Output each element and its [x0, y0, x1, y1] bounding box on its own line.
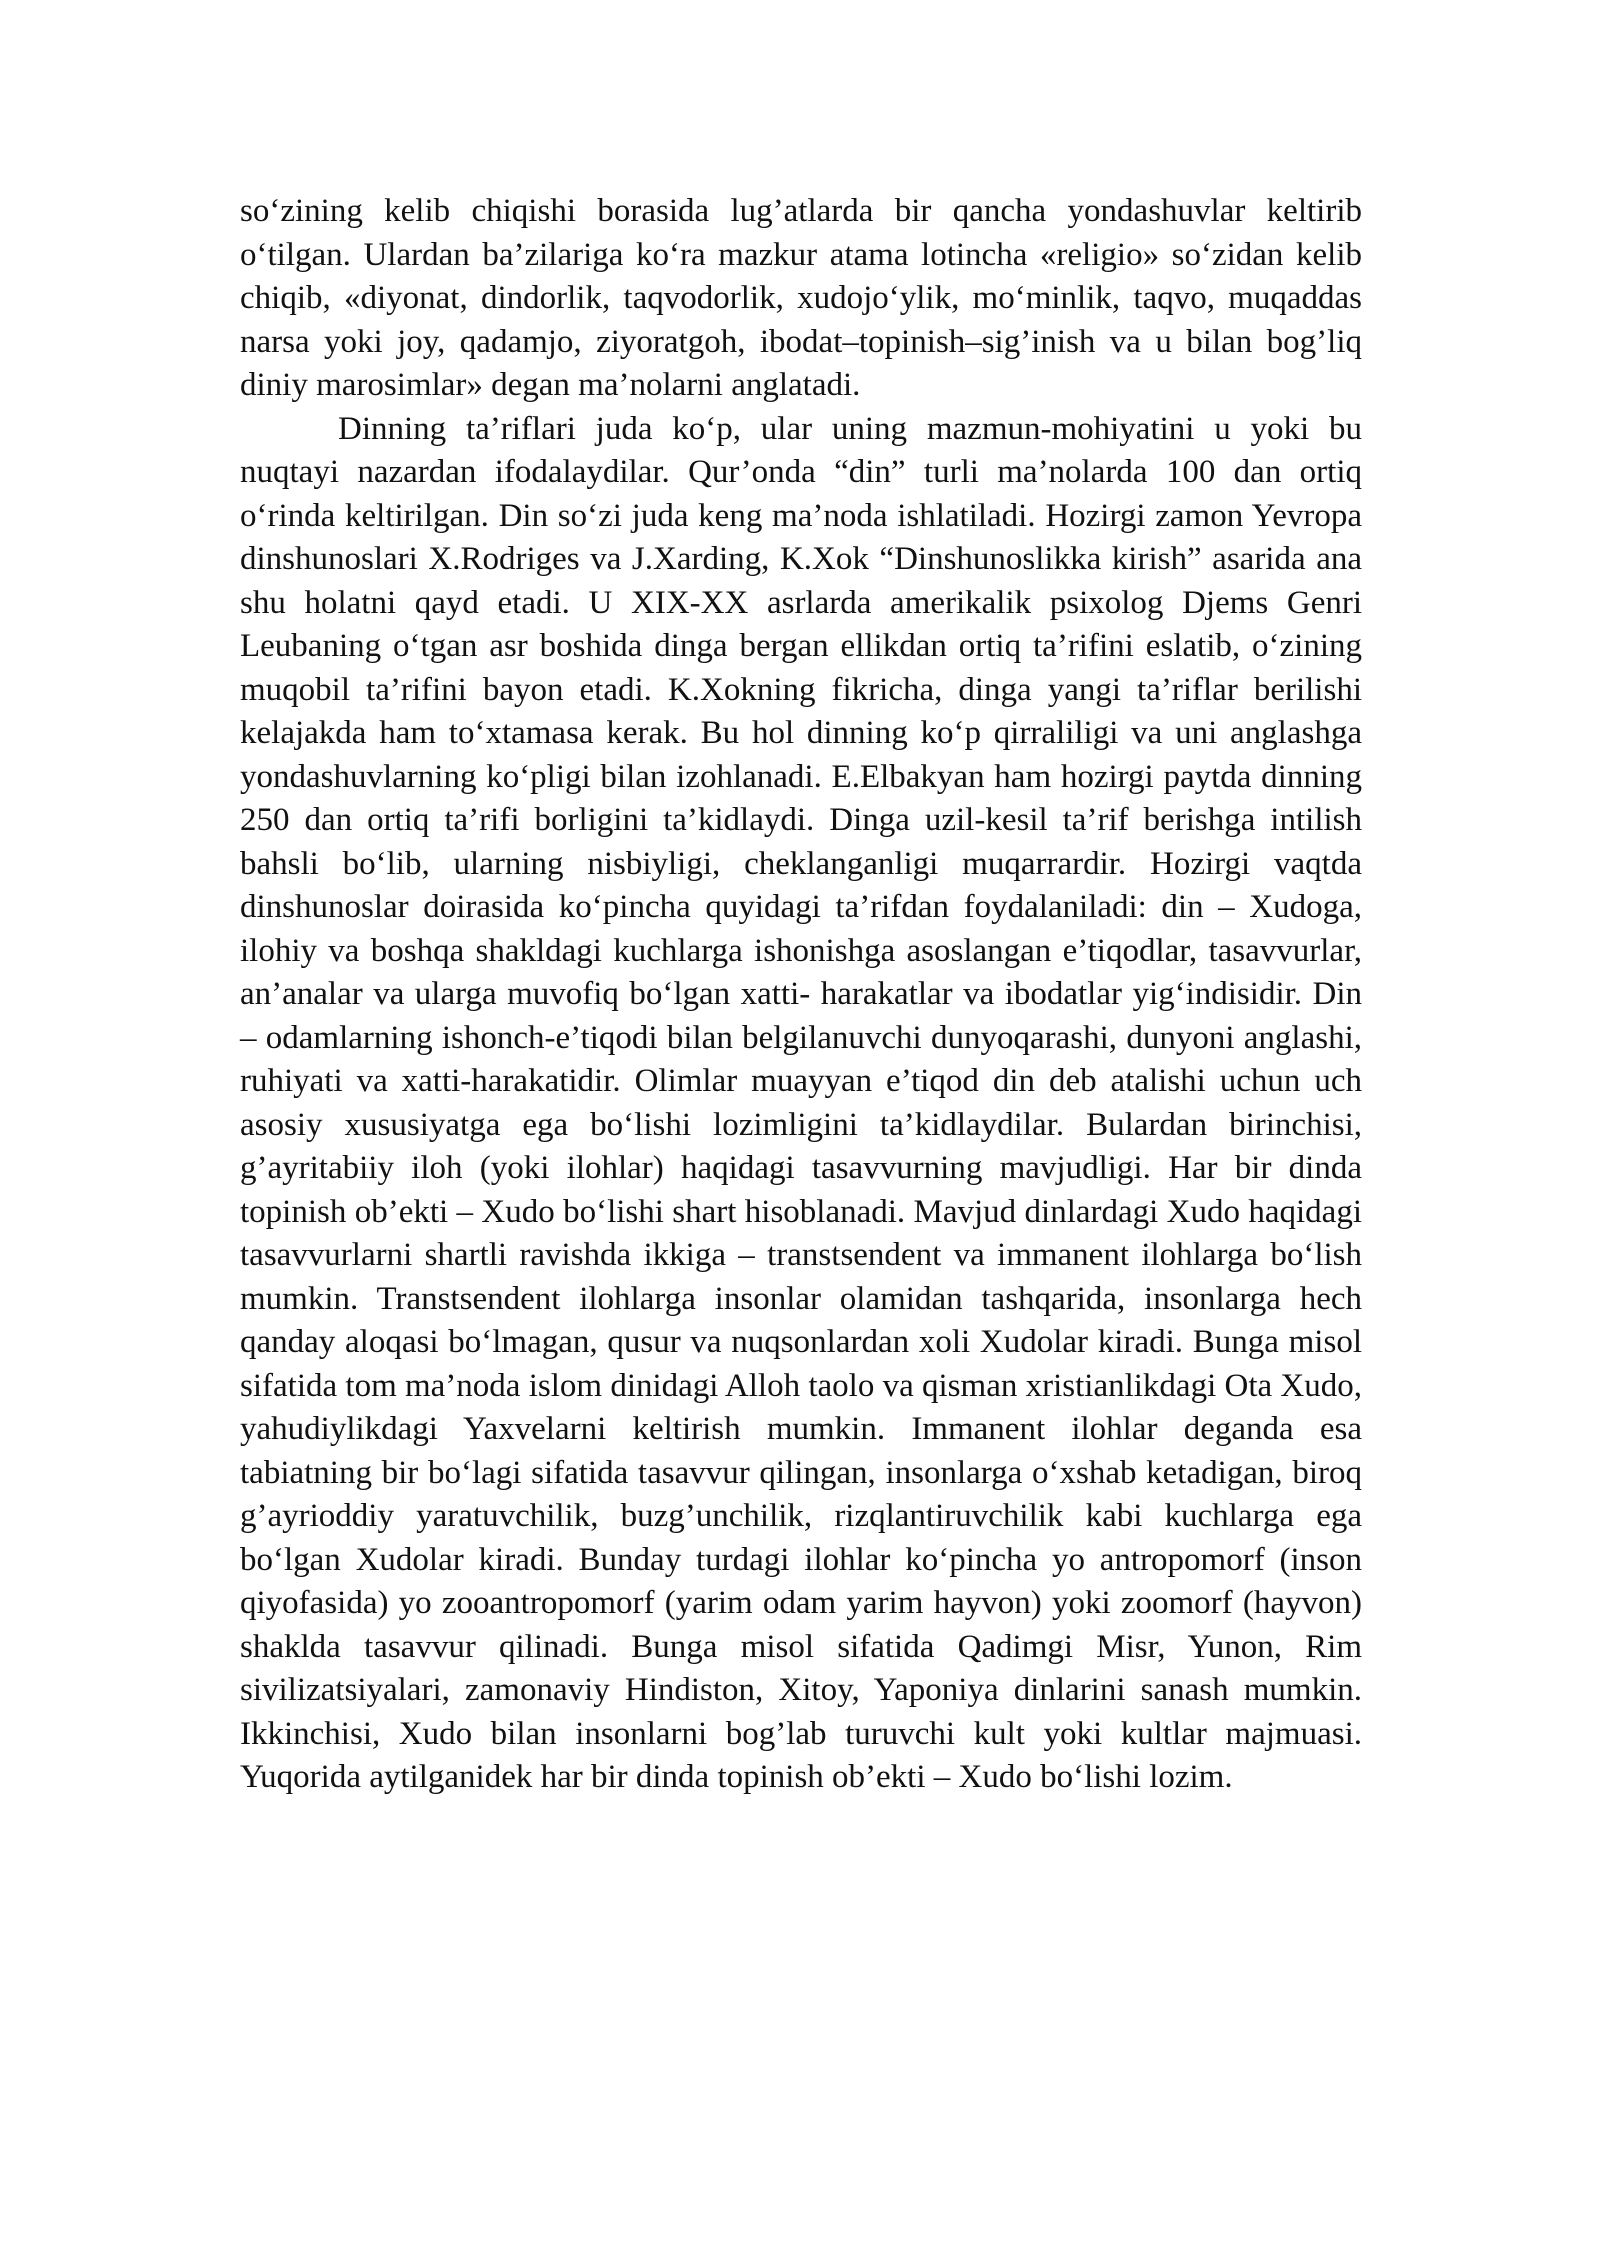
paragraph-definitions-of-religion: Dinning ta’riflari juda ko‘p, ular uning mazmun-mohiyatini u yoki bu nuqtayi nazardan ifodalaydilar. Qur’onda “din” turli ma’nolarda 100 dan ortiq o‘rinda keltirilgan. Din so‘zi juda keng ma’noda ishlatiladi. Hozirgi zamon Yevropa dinshunoslari X.Rodriges va J.Xarding, K.Xok “Dinshunoslikka kirish” asarida ana shu holatni qayd etadi. U XIX-XX asrlarda amerikalik psixolog Djems Genri Leubaning o‘tgan asr boshida dinga bergan ellikdan ortiq ta’rifini eslatib, o‘zining muqobil ta’rifini bayon etadi. K.Xokning fikricha, dinga yangi ta’riflar berilishi kelajakda ham to‘xtamasa kerak. Bu hol dinning ko‘p qirraliligi va uni anglashga yondashuvlarning ko‘pligi bilan izohlanadi. E.Elbakyan ham hozirgi paytda dinning 250 dan ortiq ta’rifi borligini ta’kidlaydi. Dinga uzil-kesil ta’rif berishga intilish bahsli bo‘lib, ularning nisbiyligi, cheklanganligi muqarrardir. Hozirgi vaqtda dinshunoslar doirasida ko‘pincha quyidagi ta’rifdan foydalaniladi: din – Xudoga, ilohiy va boshqa shakldagi kuchlarga ishonishga asoslangan e’tiqodlar, tasavvurlar, an’analar va ularga muvofiq bo‘lgan xatti- harakatlar va ibodatlar yig‘indisidir. Din – odamlarning ishonch-e’tiqodi bilan belgilanuvchi dunyoqarashi, dunyoni anglashi, ruhiyati va xatti-harakatidir. Olimlar muayyan e’tiqod din deb atalishi uchun uch asosiy xususiyatga ega bo‘lishi lozimligini ta’kidlaydilar. Bulardan birinchisi, g’ayritabiiy iloh (yoki ilohlar) haqidagi tasavvurning mavjudligi. Har bir dinda topinish ob’ekti – Xudo bo‘lishi shart hisoblanadi. Mavjud dinlardagi Xudo haqidagi tasavvurlarni shartli ravishda ikkiga – transtsendent va immanent ilohlarga bo‘lish mumkin. Transtsendent ilohlarga insonlar olamidan tashqarida, insonlarga hech qanday aloqasi bo‘lmagan, qusur va nuqsonlardan xoli Xudolar kiradi. Bunga misol sifatida tom ma’noda islom dinidagi Alloh taolo va qisman xristianlikdagi Ota Xudo, yahudiylikdagi Yaxvelarni keltirish mumkin. Immanent ilohlar deganda esa tabiatning bir bo‘lagi sifatida tasavvur qilingan, insonlarga o‘xshab ketadigan, biroq g’ayrioddiy yaratuvchilik, buzg’unchilik, rizqlantiruvchilik kabi kuchlarga ega bo‘lgan Xudolar kiradi. Bunday turdagi ilohlar ko‘pincha yo antropomorf (inson qiyofasida) yo zooantropomorf (yarim odam yarim hayvon) yoki zoomorf (hayvon) shaklda tasavvur qilinadi. Bunga misol sifatida Qadimgi Misr, Yunon, Rim sivilizatsiyalari, zamonaviy Hindiston, Xitoy, Yaponiya dinlarini sanash mumkin. Ikkinchisi, Xudo bilan insonlarni bog’lab turuvchi kult yoki kultlar majmuasi. Yuqorida aytilganidek har bir dinda topinish ob’ekti – Xudo bo‘lishi lozim. [240, 410, 1362, 1795]
paragraph-religio-etymology: so‘zining kelib chiqishi borasida lug’atlarda bir qancha yondashuvlar keltirib o‘tilgan. Ulardan ba’zilariga ko‘ra mazkur atama lotincha «religio» so‘zidan kelib chiqib, «diyonat, dindorlik, taqvodorlik, xudojo‘ylik, mo‘minlik, taqvo, muqaddas narsa yoki joy, qadamjo, ziyoratgoh, ibodat–topinish–sig’inish va u bilan bog’liq diniy marosimlar» degan ma’nolarni anglatadi. [240, 193, 1362, 403]
document-page [240, 190, 1362, 1800]
